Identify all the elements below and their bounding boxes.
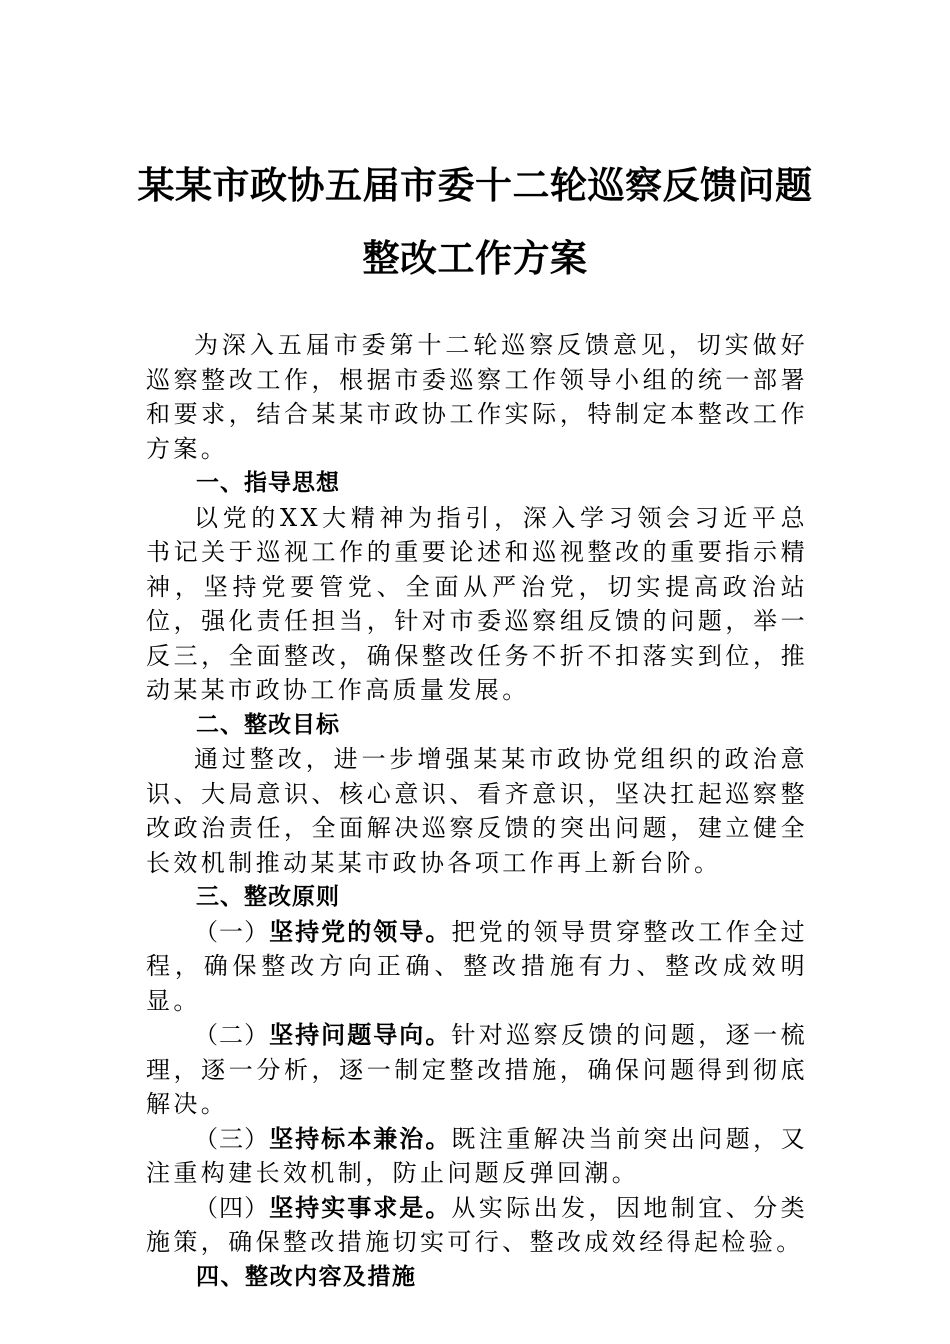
section-body-guiding-ideology: 以党的XX大精神为指引，深入学习领会习近平总书记关于巡视工作的重要论述和巡视整改的重要指示精神，坚持党要管党、全面从严治党，切实提高政治站位，强化责任担当，针对市委巡察组反馈的问题，举一反三，全面整改，确保整改任务不折不扣落实到位，推动某某市政协工作高质量发展。: [146, 503, 808, 704]
principle-paragraph: [146, 1122, 808, 1191]
section-heading-rectification-principles: 三、整改原则: [196, 884, 340, 910]
principle-title: 坚持问题导向。: [269, 1021, 452, 1049]
document-title-line-2: 整改工作方案: [362, 236, 588, 280]
document-body: [146, 328, 808, 1294]
principle-number: （四）: [194, 1193, 270, 1222]
principle-text: 既注重解决当前突出问题，又注重构建长效机制，防止问题反弹回潮。: [146, 1124, 809, 1187]
intro-paragraph: 为深入五届市委第十二轮巡察反馈意见，切实做好巡察整改工作，根据市委巡察工作领导小组的统一部署和要求，结合某某市政协工作实际，特制定本整改工作方案。: [146, 331, 808, 463]
section-heading-rectification-goals: 二、整改目标: [196, 711, 340, 738]
principle-title: 坚持党的领导。: [269, 917, 452, 946]
principle-text: 针对巡察反馈的问题，逐一梳理，逐一分析，逐一制定整改措施，确保问题得到彻底解决。: [146, 1021, 809, 1118]
principle-text: 把党的领导贯穿整改工作全过程，确保整改方向正确、整改措施有力、整改成效明显。: [146, 917, 809, 1015]
principle-title: 坚持标本兼治。: [269, 1124, 452, 1153]
principle-number: （二）: [194, 1021, 270, 1049]
document-title-line-1: 某某市政协五届市委十二轮巡察反馈问题: [137, 163, 813, 207]
principle-text: 从实际出发，因地制宜、分类施策，确保整改措施切实可行、整改成效经得起检验。: [146, 1193, 809, 1256]
principle-paragraph: [146, 1018, 808, 1122]
principle-title: 坚持实事求是。: [269, 1193, 452, 1222]
principle-number: （三）: [194, 1124, 270, 1153]
principle-paragraph: [146, 1191, 808, 1260]
section-heading-rectification-content: 四、整改内容及措施: [196, 1263, 417, 1290]
section-body-rectification-goals: 通过整改，进一步增强某某市政协党组织的政治意识、大局意识、核心意识、看齐意识，坚决扛起巡察整改政治责任，全面解决巡察反馈的突出问题，建立健全长效机制推动某某市政协各项工作再上新台阶。: [146, 745, 808, 877]
section-heading-guiding-ideology: 一、指导思想: [196, 470, 340, 496]
principle-paragraph: [146, 915, 808, 1019]
principle-number: （一）: [194, 917, 270, 946]
